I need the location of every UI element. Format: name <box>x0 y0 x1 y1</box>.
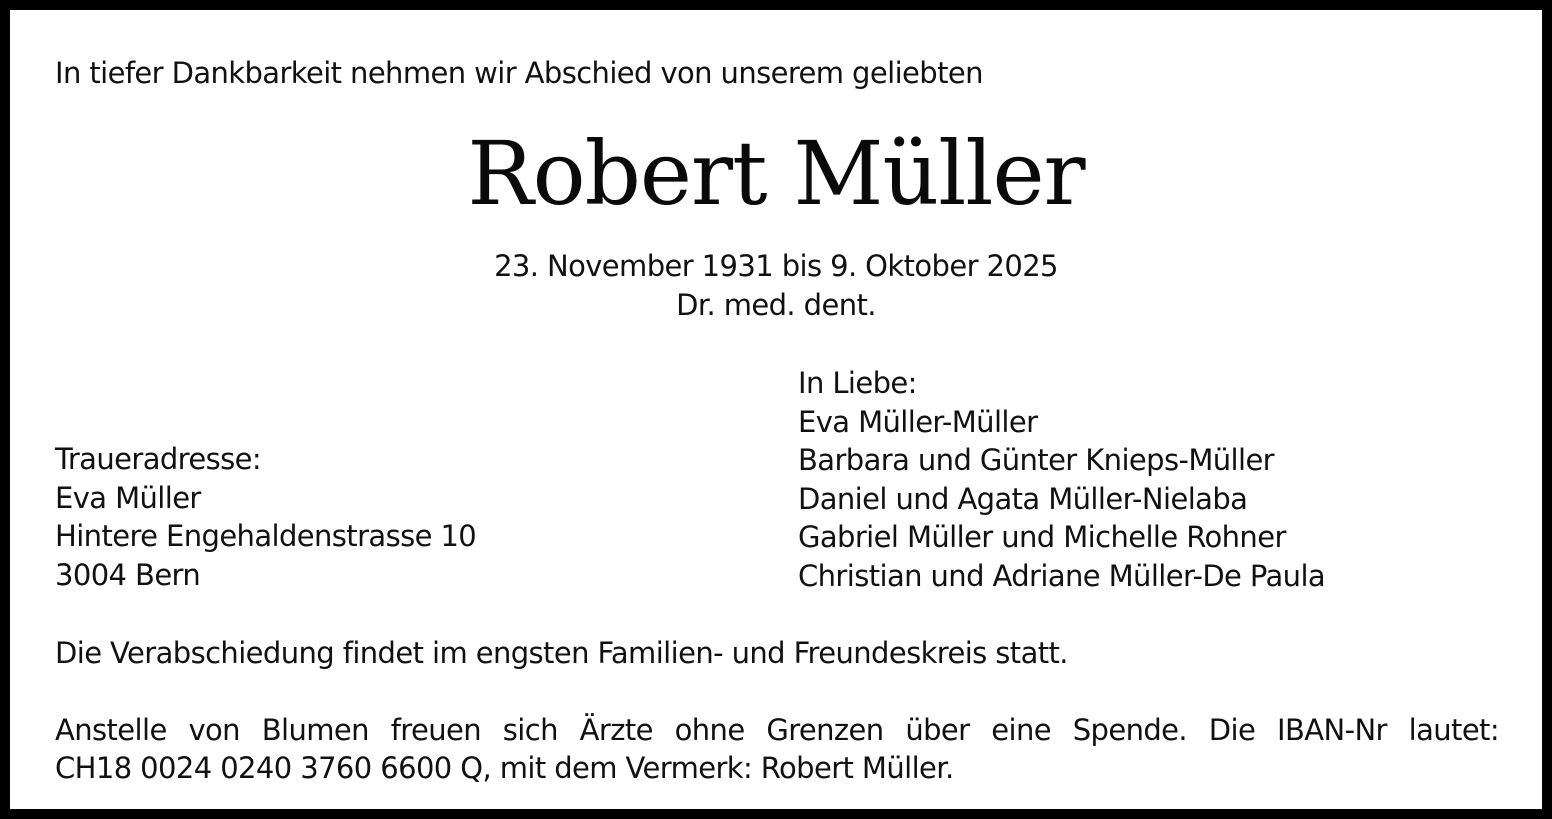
donation-line-2: CH18 0024 0240 3760 6600 Q, mit dem Vermerk: Robert Müller. <box>55 751 954 785</box>
address-line: Eva Müller <box>55 480 201 515</box>
address-line: Hintere Engehaldenstrasse 10 <box>55 519 477 553</box>
deceased-name: Robert Müller <box>467 122 1085 225</box>
mourner-name: Christian und Adriane Müller-De Paula <box>798 558 1326 593</box>
address-line: 3004 Bern <box>55 557 201 592</box>
mourners-label: In Liebe: <box>798 366 917 400</box>
mourning-address <box>55 440 476 594</box>
academic-title: Dr. med. dent. <box>676 288 876 322</box>
intro-text: In tiefer Dankbarkeit nehmen wir Abschied von unserem geliebten <box>55 56 983 90</box>
mourner-name: Daniel und Agata Müller-Nielaba <box>798 481 1248 516</box>
farewell-notice: Die Verabschiedung findet im engsten Familien- und Freundeskreis statt. <box>55 636 1068 670</box>
donation-line-1: Anstelle von Blumen freuen sich Ärzte ohne Grenzen über eine Spende. Die IBAN-Nr lautet: <box>55 713 1499 747</box>
mourner-name: Eva Müller-Müller <box>798 404 1038 439</box>
life-dates: 23. November 1931 bis 9. Oktober 2025 <box>494 249 1058 283</box>
address-label: Traueradresse: <box>55 442 262 476</box>
mourners-list <box>798 364 1325 595</box>
donation-notice <box>55 711 1499 787</box>
mourner-name: Gabriel Müller und Michelle Rohner <box>798 520 1286 554</box>
mourner-name: Barbara und Günter Knieps-Müller <box>798 443 1275 477</box>
